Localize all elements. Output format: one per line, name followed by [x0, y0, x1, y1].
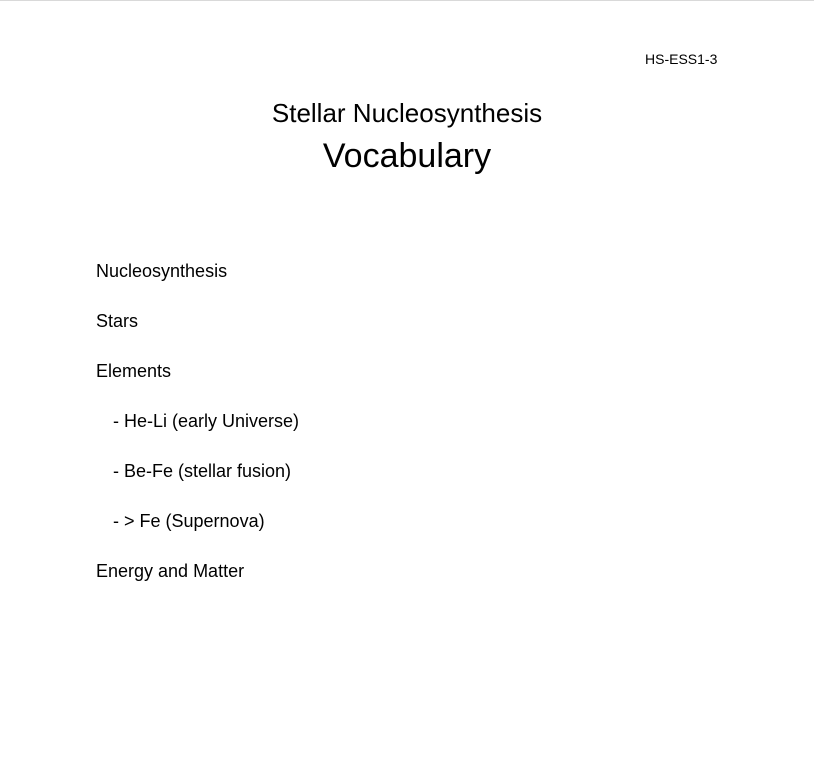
standard-code: HS-ESS1-3 [645, 51, 718, 67]
page-top-border [0, 0, 814, 1]
vocabulary-list [96, 260, 299, 610]
vocab-subterm-be-fe: - Be-Fe (stellar fusion) [113, 461, 292, 481]
vocab-term-nucleosynthesis: Nucleosynthesis [96, 261, 228, 281]
vocab-term-stars: Stars [96, 311, 139, 331]
page-title: Stellar Nucleosynthesis [271, 98, 543, 128]
page-subtitle: Vocabulary [322, 137, 492, 175]
vocab-subterm-fe-supernova: - > Fe (Supernova) [113, 511, 265, 531]
vocab-subterm-he-li: - He-Li (early Universe) [113, 411, 300, 431]
vocab-term-elements: Elements [96, 361, 172, 381]
vocab-term-energy-matter: Energy and Matter [96, 561, 245, 581]
